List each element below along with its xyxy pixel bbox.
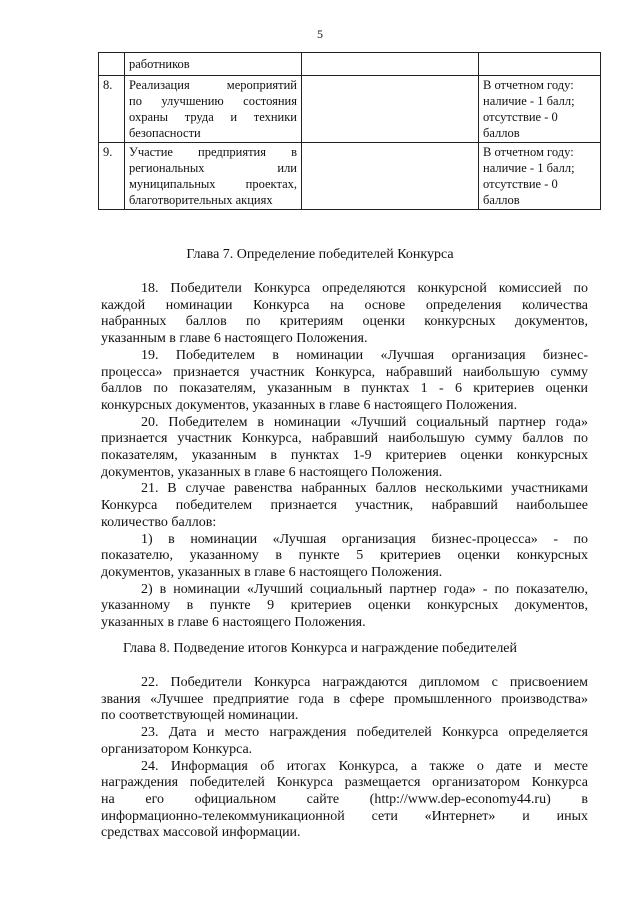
text-line: на его официальном сайте (http://www.dep-economy44.ru) в	[101, 791, 588, 807]
scoring-line: В отчетном году:	[483, 78, 574, 92]
text-line: показателю, указанному в пункте 5 критериев оценки конкурсных	[101, 548, 588, 564]
paragraph-21	[101, 481, 588, 531]
scoring-line: баллов	[483, 126, 520, 140]
text-line: указанных в главе 6 настоящего Положения.	[101, 615, 366, 631]
chapter-8-body	[101, 675, 588, 842]
chapter-7-title: Глава 7. Определение победителей Конкурса	[186, 247, 454, 262]
paragraph-18	[101, 281, 588, 348]
text-line: 24. Информация об итогах Конкурса, а также о дате и месте	[141, 758, 588, 774]
criterion-name	[125, 53, 302, 76]
text-line: набранных баллов по критериям оценки конкурсных документов,	[101, 314, 588, 330]
criterion-line: по улучшению состояния	[129, 94, 297, 108]
text-line: каждой номинации Конкурса на основе определения количества	[101, 297, 588, 313]
text-line: 1) в номинации «Лучшая организация бизнес-процесса» - по	[141, 531, 588, 547]
paragraph-19	[101, 348, 588, 415]
scoring-line: отсутствие - 0	[483, 177, 558, 191]
text-line: Конкурса победителем признается участник, набравший наибольшее	[101, 498, 588, 514]
text-line: процесса» признается участник Конкурса, набравший наибольшую сумму	[101, 364, 588, 380]
criterion-line: муниципальных проектах,	[129, 177, 297, 191]
text-line: 18. Победители Конкурса определяются конкурсной комиссией по	[141, 281, 588, 296]
page-number: 5	[317, 27, 323, 41]
scoring-cell	[479, 143, 601, 210]
text-line: по соответствующей номинации.	[101, 708, 299, 724]
criterion-line: охраны труда и техники	[129, 110, 297, 124]
text-line: документов, указанных в главе 6 настоящего Положения.	[101, 564, 443, 580]
text-line: признается участник Конкурса, набравший наибольшую сумму баллов по	[101, 431, 588, 447]
chapter-8-title: Глава 8. Подведение итогов Конкурса и награждение победителей	[122, 641, 518, 656]
scoring-line: отсутствие - 0	[483, 110, 558, 124]
text-line: 19. Победителем в номинации «Лучшая организация бизнес-	[141, 347, 588, 363]
criteria-table	[98, 52, 601, 210]
text-line: организатором Конкурса.	[101, 741, 253, 757]
table-row	[99, 76, 601, 143]
criterion-line: региональных или	[129, 161, 297, 175]
scoring-cell	[479, 53, 601, 76]
text-line: показателям, указанным в пунктах 1-9 критериев оценки конкурсных	[101, 448, 588, 464]
paragraph-23	[101, 725, 588, 758]
scoring-cell	[479, 76, 601, 143]
scoring-line: баллов	[483, 193, 520, 207]
row-number	[99, 53, 125, 76]
criterion-line: работников	[129, 57, 190, 71]
paragraph-21-item-1	[101, 532, 588, 582]
criterion-line: благотворительных акциях	[129, 193, 273, 207]
text-line: 22. Победители Конкурса награждаются дипломом с присвоением	[141, 675, 588, 690]
criterion-name	[125, 143, 302, 210]
paragraph-21-item-2	[101, 582, 588, 632]
value-cell	[302, 53, 479, 76]
text-line: указанному в пункте 9 критериев оценки конкурсных документов,	[101, 598, 588, 614]
chapter-7-body	[101, 281, 588, 632]
value-cell	[302, 143, 479, 210]
text-line: средствах массовой информации.	[101, 825, 301, 841]
text-line: 20. Победителем в номинации «Лучший социальный партнер года»	[141, 414, 588, 430]
scoring-line: В отчетном году:	[483, 145, 574, 159]
criterion-name	[125, 76, 302, 143]
text-line: конкурсных документов, указанных в главе 6 настоящего Положения.	[101, 397, 518, 413]
criterion-line: Участие предприятия в	[129, 145, 297, 159]
text-line: баллов по показателям, указанным в пунктах 1 - 6 критериев оценки	[101, 381, 588, 397]
text-line: 2) в номинации «Лучший социальный партнер года» - по показателю,	[141, 581, 588, 597]
text-line: указанным в главе 6 настоящего Положения.	[101, 331, 368, 347]
text-line: документов, указанных в главе 6 настоящего Положения.	[101, 464, 443, 480]
paragraph-22	[101, 675, 588, 725]
table-row	[99, 143, 601, 210]
paragraph-20	[101, 415, 588, 482]
text-line: награждения победителей Конкурса размещается организатором Конкурса	[101, 775, 588, 791]
row-number: 9.	[99, 143, 125, 210]
text-line: информационно-телекоммуникационной сети «Интернет» и иных	[101, 808, 588, 824]
value-cell	[302, 76, 479, 143]
paragraph-24	[101, 759, 588, 843]
criteria-table-body	[99, 53, 601, 210]
scoring-line: наличие - 1 балл;	[483, 161, 575, 175]
criterion-line: Реализация мероприятий	[129, 78, 297, 92]
criterion-line: безопасности	[129, 126, 201, 140]
scoring-line: наличие - 1 балл;	[483, 94, 575, 108]
text-line: 21. В случае равенства набранных баллов несколькими участниками	[141, 481, 588, 497]
text-line: 23. Дата и место награждения победителей Конкурса определяется	[141, 725, 588, 741]
text-line: количество баллов:	[101, 514, 217, 530]
row-number: 8.	[99, 76, 125, 143]
table-row	[99, 53, 601, 76]
text-line: звания «Лучшее предприятие года в сфере промышленного производства»	[101, 691, 588, 707]
